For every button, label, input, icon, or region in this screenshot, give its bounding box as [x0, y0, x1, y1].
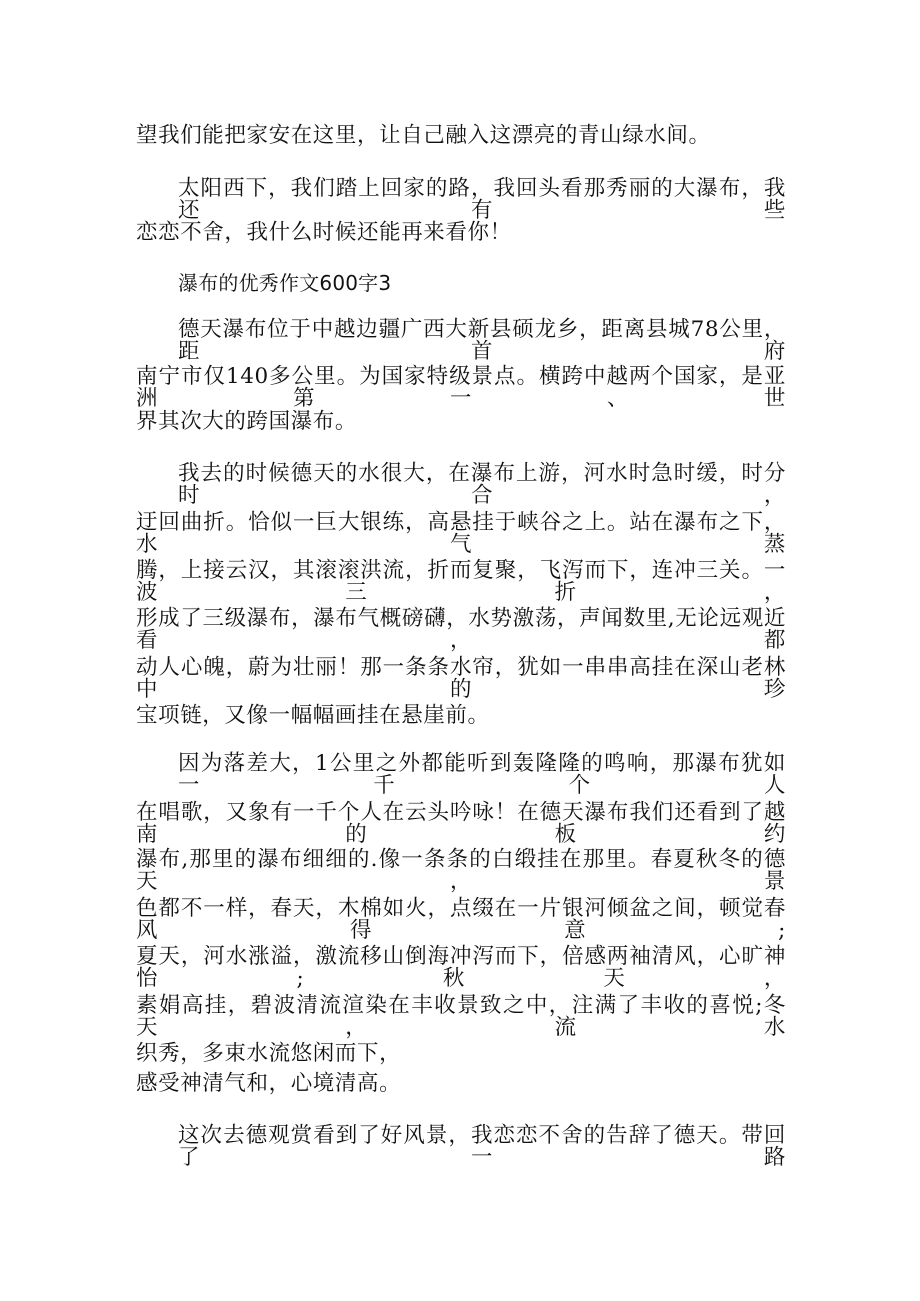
- paragraph-line: 迂回曲折。恰似一巨大银练，高悬挂于峡谷之上。站在瀑布之下，水气蒸: [136, 510, 786, 557]
- paragraph-line: 素娟高挂，碧波清流渲染在丰收景致之中，注满了丰收的喜悦;冬天，流水: [136, 993, 786, 1040]
- paragraph-line: 宝项链，又像一幅幅画挂在悬崖前。: [136, 703, 490, 728]
- paragraph-line: 形成了三级瀑布，瀑布气概磅礴，水势激荡，声闻数里,无论远观近看，都: [136, 606, 786, 653]
- paragraph-line: 动人心魄，蔚为壮丽！那一条条水帘，犹如一串串高挂在深山老林中的珍: [136, 655, 786, 702]
- paragraph-line: 感受神清气和，心境清高。: [136, 1071, 402, 1096]
- paragraph-line: 望我们能把家安在这里，让自己融入这漂亮的青山绿水间。: [136, 123, 711, 148]
- paragraph-line: 夏天，河水涨溢，激流移山倒海冲泻而下，倍感两袖清风，心旷神怡;秋天，: [136, 944, 786, 991]
- paragraph-line: 在唱歌，又象有一千个人在云头吟咏！在德天瀑布我们还看到了越南的板约: [136, 800, 786, 847]
- paragraph-line: 我去的时候德天的水很大，在瀑布上游，河水时急时缓，时分时合，: [178, 461, 786, 508]
- section-heading: 瀑布的优秀作文600字3: [178, 271, 392, 295]
- paragraph-line: 恋恋不舍，我什么时候还能再来看你！: [136, 220, 512, 245]
- paragraph-line: 色都不一样，春天，木棉如火，点缀在一片银河倾盆之间，顿觉春风得意;: [136, 896, 786, 943]
- paragraph-line: 南宁市仅140多公里。为国家特级景点。横跨中越两个国家，是亚洲第一、世: [136, 364, 786, 411]
- paragraph-line: 因为落差大，1公里之外都能听到轰隆隆的鸣响，那瀑布犹如一千个人: [178, 751, 786, 798]
- paragraph-line: 腾，上接云汉，其滚滚洪流，折而复聚，飞泻而下，连冲三关。一波三折，: [136, 558, 786, 605]
- paragraph-line: 织秀，多束水流悠闲而下，: [136, 1041, 402, 1066]
- paragraph-line: 德天瀑布位于中越边疆广西大新县硕龙乡，距离县城78公里，距首府: [178, 317, 786, 364]
- paragraph-line: 界其次大的跨国瀑布。: [136, 409, 358, 434]
- paragraph-line: 太阳西下，我们踏上回家的路，我回头看那秀丽的大瀑布，我还有些: [178, 176, 786, 223]
- paragraph-line: 瀑布,那里的瀑布细细的.像一条条的白缎挂在那里。春夏秋冬的德天，景: [136, 847, 786, 894]
- paragraph-line: 这次去德观赏看到了好风景，我恋恋不舍的告辞了德天。带回了一路: [178, 1123, 786, 1170]
